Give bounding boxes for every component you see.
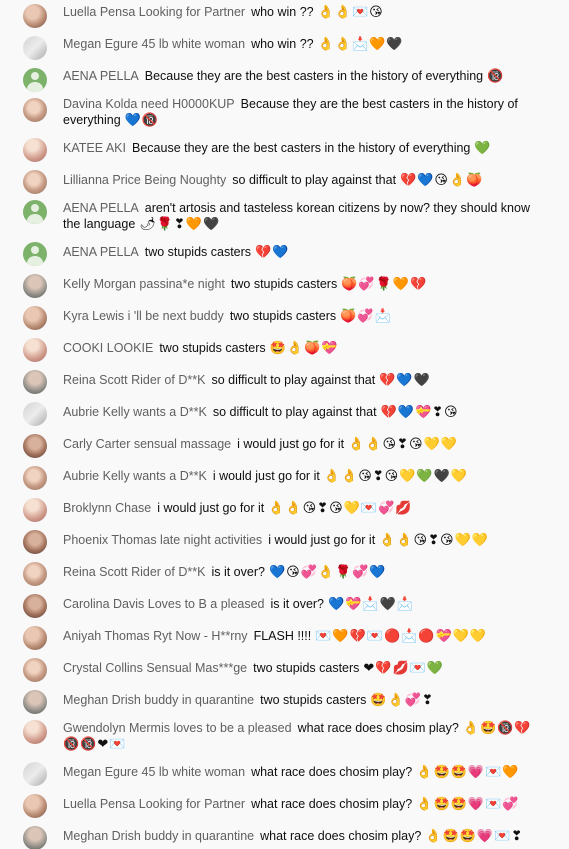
message-emojis: 👌👌📩🧡🖤	[317, 36, 404, 51]
author-name[interactable]: AENA PELLA	[63, 245, 139, 259]
author-name[interactable]: Carolina Davis Loves to B a pleased	[63, 597, 265, 611]
message-text: aren't artosis and tasteless korean citizens by now? they should know the language	[63, 201, 530, 231]
avatar[interactable]	[23, 402, 47, 426]
message-text: i would just go for it	[157, 501, 265, 515]
message-text: two stupids casters	[159, 341, 266, 355]
avatar[interactable]	[23, 170, 47, 194]
message-emojis: 🤩👌💞❣	[370, 692, 434, 707]
message-text: who win ??	[251, 37, 314, 51]
message-emojis: 👌👌😘❣😘💛💛	[348, 436, 458, 451]
message-emojis: 👌👌💌😘	[317, 4, 384, 19]
avatar[interactable]	[23, 690, 47, 714]
message-emojis: 💙😘💞👌🌹💞💙	[268, 564, 387, 579]
avatar[interactable]	[23, 466, 47, 490]
author-name[interactable]: KATEE AKI	[63, 141, 126, 155]
author-name[interactable]: Lillianna Price Being Noughty	[63, 173, 227, 187]
message-emojis: ❤💔💋💌💚	[363, 660, 445, 675]
message-emojis: 🤩👌🍑💝	[269, 340, 339, 355]
message-emojis: 💔💙😘👌🍑	[400, 172, 484, 187]
message-text: so difficult to play against that	[211, 373, 376, 387]
author-name[interactable]: Megan Egure 45 lb white woman	[63, 37, 246, 51]
author-name[interactable]: Luella Pensa Looking for Partner	[63, 5, 246, 19]
message-text: two stupids casters	[253, 661, 360, 675]
message-text: what race does chosim play?	[251, 765, 413, 779]
message-emojis: 👌👌😘❣😘💛💚🖤💛	[323, 468, 468, 483]
author-name[interactable]: Gwendolyn Mermis loves to be a pleased	[63, 721, 292, 735]
message-text: i would just go for it	[268, 533, 376, 547]
avatar[interactable]	[23, 434, 47, 458]
avatar[interactable]	[23, 338, 47, 362]
message-text: what race does chosim play?	[251, 797, 413, 811]
message-emojis: 👌🤩🔞💔🔞🔞❤💌	[63, 720, 532, 751]
message-text: is it over?	[211, 565, 265, 579]
message-text: Because they are the best casters in the history of everything	[132, 141, 471, 155]
author-name[interactable]: Megan Egure 45 lb white woman	[63, 765, 246, 779]
message-emojis: 💔💙	[255, 244, 290, 259]
avatar[interactable]	[23, 498, 47, 522]
author-name[interactable]: Broklynn Chase	[63, 501, 152, 515]
author-name[interactable]: COOKI LOOKIE	[63, 341, 154, 355]
avatar[interactable]	[23, 720, 47, 744]
author-name[interactable]: Aubrie Kelly wants a D**K	[63, 405, 207, 419]
author-name[interactable]: Phoenix Thomas late night activities	[63, 533, 263, 547]
message-emojis: 👌🤩🤩💗💌❣	[425, 828, 524, 843]
author-name[interactable]: Reina Scott Rider of D**K	[63, 373, 206, 387]
message-emojis: 👌👌😘❣😘💛💛	[379, 532, 489, 547]
avatar[interactable]	[23, 4, 47, 28]
author-name[interactable]: Davina Kolda need H0000KUP	[63, 97, 235, 111]
avatar[interactable]	[23, 594, 47, 618]
message-text: two stupids casters	[230, 277, 338, 291]
avatar[interactable]	[23, 794, 47, 818]
message-text: i would just go for it	[237, 437, 345, 451]
message-emojis: 🍑💞🌹🧡💔	[341, 276, 428, 291]
author-name[interactable]: Luella Pensa Looking for Partner	[63, 797, 246, 811]
message-text: FLASH !!!!	[253, 629, 312, 643]
avatar[interactable]	[23, 68, 47, 92]
message-text: i would just go for it	[212, 469, 320, 483]
avatar[interactable]	[23, 306, 47, 330]
message-emojis: 👌🤩🤩💗💌🧡	[416, 764, 520, 779]
message-emojis: 💙🔞	[124, 112, 160, 127]
author-name[interactable]: AENA PELLA	[63, 201, 139, 215]
author-name[interactable]: Carly Carter sensual massage	[63, 437, 232, 451]
message-emojis: 🌶🌹❣🧡🖤	[139, 216, 221, 231]
avatar[interactable]	[23, 626, 47, 650]
author-name[interactable]: Crystal Collins Sensual Mas***ge	[63, 661, 248, 675]
message-text: so difficult to play against that	[212, 405, 377, 419]
message-text: so difficult to play against that	[232, 173, 397, 187]
author-name[interactable]: Kyra Lewis i 'll be next buddy	[63, 309, 224, 323]
avatar[interactable]	[23, 826, 47, 849]
message-emojis: 💚	[474, 140, 492, 155]
author-name[interactable]: Aubrie Kelly wants a D**K	[63, 469, 207, 483]
message-emojis: 👌👌😘❣😘💛💌💞💋	[268, 500, 413, 515]
avatar[interactable]	[23, 98, 47, 122]
message-text: Because they are the best casters in the history of everything	[63, 97, 518, 127]
avatar[interactable]	[23, 762, 47, 786]
message-emojis: 💙💝📩🖤📩	[328, 596, 414, 611]
message-text: is it over?	[270, 597, 325, 611]
author-name[interactable]: Aniyah Thomas Ryt Now - H**rny	[63, 629, 248, 643]
avatar[interactable]	[23, 658, 47, 682]
message-text: two stupids casters	[229, 309, 337, 323]
author-name[interactable]: Meghan Drish buddy in quarantine	[63, 829, 255, 843]
avatar[interactable]	[23, 530, 47, 554]
message-emojis: 🔞	[487, 68, 505, 83]
message-emojis: 🍑💞📩	[340, 308, 392, 323]
avatar[interactable]	[23, 36, 47, 60]
avatar[interactable]	[23, 138, 47, 162]
message-text: two stupids casters	[260, 693, 367, 707]
author-name[interactable]: Reina Scott Rider of D**K	[63, 565, 206, 579]
message-text: who win ??	[251, 5, 314, 19]
author-name[interactable]: Kelly Morgan passina*e night	[63, 277, 225, 291]
message-emojis: 💔💙🖤	[379, 372, 431, 387]
message-emojis: 💌🧡💔💌🔴📩🔴💝💛💛	[315, 628, 488, 643]
avatar[interactable]	[23, 562, 47, 586]
author-name[interactable]: Meghan Drish buddy in quarantine	[63, 693, 255, 707]
avatar[interactable]	[23, 242, 47, 266]
message-text: what race does chosim play?	[297, 721, 459, 735]
message-emojis: 💔💙💝❣😘	[380, 404, 459, 419]
avatar[interactable]	[23, 370, 47, 394]
message-text: what race does chosim play?	[260, 829, 422, 843]
message-emojis: 👌🤩🤩💗💌💞	[416, 796, 520, 811]
avatar[interactable]	[23, 200, 47, 224]
message-text: two stupids casters	[144, 245, 252, 259]
message-text: Because they are the best casters in the history of everything	[144, 69, 484, 83]
avatar[interactable]	[23, 274, 47, 298]
author-name[interactable]: AENA PELLA	[63, 69, 139, 83]
